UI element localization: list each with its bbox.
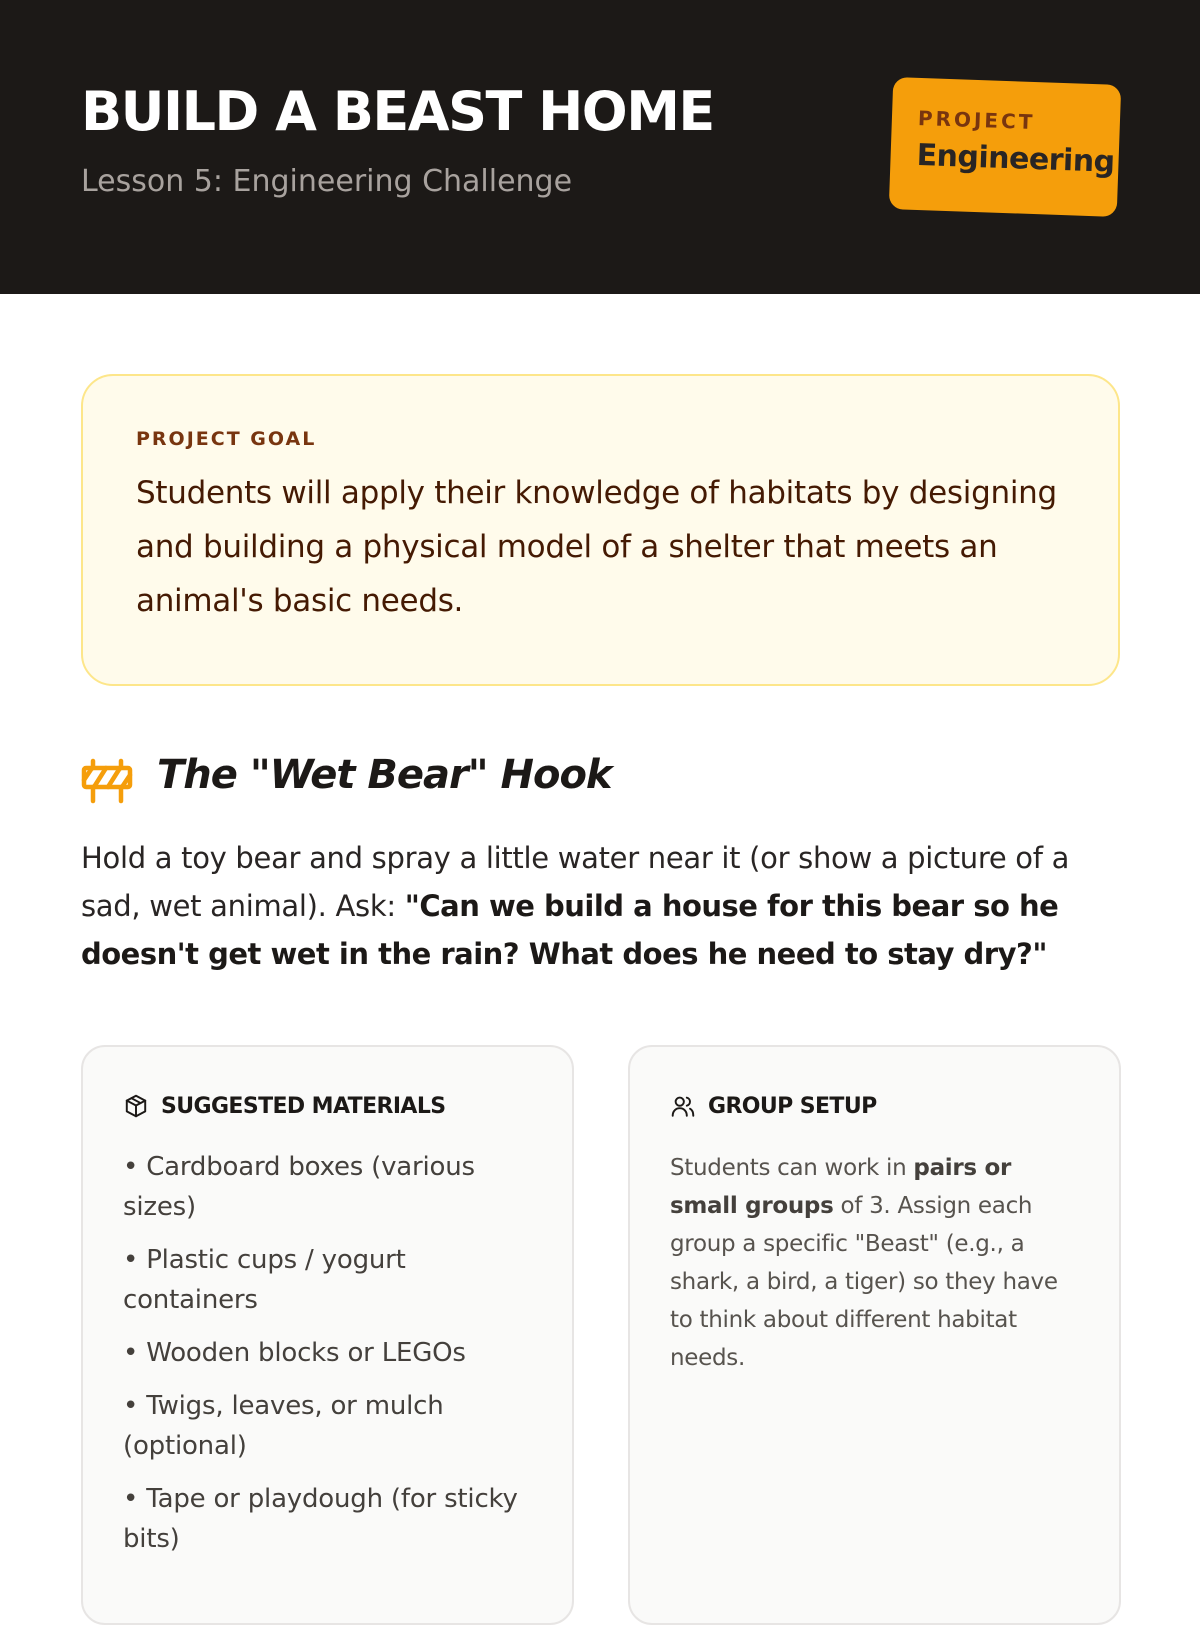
construction-barrier-icon bbox=[81, 758, 133, 804]
package-icon bbox=[123, 1093, 149, 1119]
group-setup-text bbox=[670, 1149, 1079, 1377]
project-badge bbox=[889, 77, 1121, 217]
group-setup-title: GROUP SETUP bbox=[708, 1093, 877, 1119]
badge-kicker: PROJECT bbox=[917, 105, 1036, 135]
group-setup-card bbox=[628, 1045, 1121, 1625]
list-item: • Cardboard boxes (various sizes) bbox=[123, 1147, 532, 1227]
lesson-header bbox=[0, 0, 1200, 294]
hook-title: The "Wet Bear" Hook bbox=[157, 752, 612, 798]
list-item: • Plastic cups / yogurt containers bbox=[123, 1240, 532, 1320]
materials-list bbox=[123, 1147, 532, 1559]
list-item: • Twigs, leaves, or mulch (optional) bbox=[123, 1386, 532, 1466]
hook-instructions: Hold a toy bear and spray a little water near it (or show a picture of a sad, wet animal). Ask: bbox=[81, 841, 1070, 923]
materials-card bbox=[81, 1045, 574, 1625]
users-icon bbox=[670, 1093, 696, 1119]
group-text-rest: of 3. Assign each group a specific "Beast" (e.g., a shark, a bird, a tiger) so they have to think about different habitat needs. bbox=[670, 1193, 1058, 1371]
group-text-intro: Students can work in bbox=[670, 1155, 914, 1181]
page-title: BUILD A BEAST HOME bbox=[81, 80, 714, 143]
group-text-emphasis: pairs or small groups bbox=[670, 1155, 1012, 1219]
list-item: • Tape or playdough (for sticky bits) bbox=[123, 1479, 532, 1559]
hook-text bbox=[81, 834, 1131, 978]
group-setup-header bbox=[670, 1091, 1079, 1121]
badge-value: Engineering bbox=[916, 137, 1116, 180]
project-goal-box bbox=[81, 374, 1120, 686]
materials-title: SUGGESTED MATERIALS bbox=[161, 1093, 446, 1119]
goal-label: PROJECT GOAL bbox=[136, 428, 317, 450]
list-item: • Wooden blocks or LEGOs bbox=[123, 1333, 532, 1373]
lesson-subtitle: Lesson 5: Engineering Challenge bbox=[81, 164, 573, 199]
materials-header bbox=[123, 1091, 532, 1121]
goal-text: Students will apply their knowledge of habitats by designing and building a physical model of a shelter that meets an animal's basic needs. bbox=[136, 475, 1057, 619]
hook-question: "Can we build a house for this bear so he doesn't get wet in the rain? What does he need to stay dry?" bbox=[81, 889, 1059, 971]
